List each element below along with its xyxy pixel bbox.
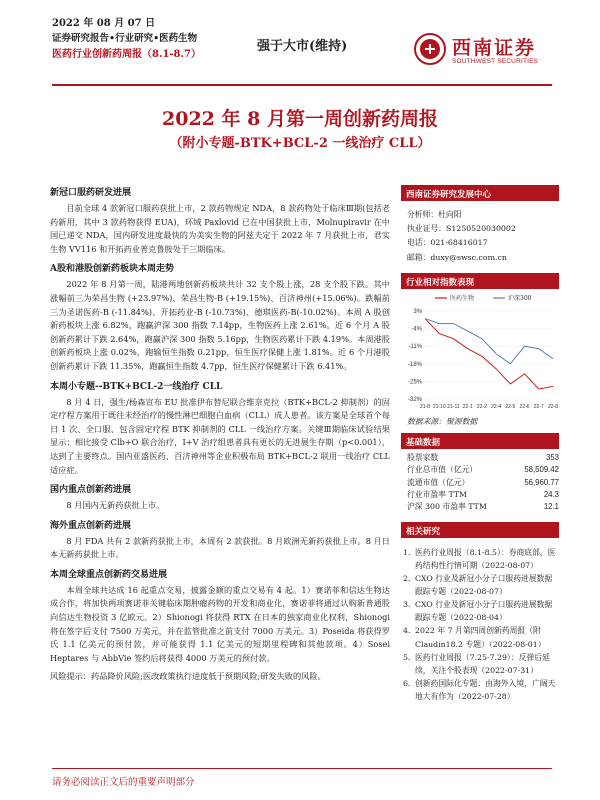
y-tick-label: -32% — [407, 396, 422, 403]
stat-row: 流通市值（亿元） 56,960.77 — [407, 477, 559, 487]
legend-label: 医药生物 — [450, 294, 475, 302]
logo-mark-icon — [414, 33, 446, 65]
sidebar — [401, 185, 559, 703]
section-heading: 本周小专题--BTK+BCL-2一线治疗 CLL — [50, 381, 223, 392]
y-tick-label: -11% — [408, 344, 422, 351]
report-header — [52, 14, 552, 84]
page-subtitle: （附小专题-BTK+BCL-2 一线治疗 CLL） — [169, 136, 431, 151]
series-line — [425, 318, 553, 363]
y-tick-label: -25% — [407, 379, 422, 386]
x-tick-label: 22-4 — [491, 403, 502, 410]
report-item[interactable]: 6. 创新药国际化专题：由海外入境，广阔天地大有作为（2022-07-28） — [403, 678, 556, 701]
report-item[interactable]: 2. CXO 行业及新冠小分子口服药进展数据跟踪专题（2022-08-07） — [403, 574, 553, 597]
x-tick-label: 21-10 — [432, 403, 446, 410]
analyst-email[interactable]: 邮箱：duxy@swsc.com.cn — [407, 252, 507, 262]
page-title: 2022 年 8 月第一周创新药周报 — [162, 108, 438, 130]
chart-heading: 行业相对指数表现 — [401, 273, 559, 289]
report-item[interactable]: 5. 医药行业周报（7.25-7.29）：反弹后延续，关注个股表现（2022-07-31） — [403, 652, 550, 675]
header-divider — [52, 84, 552, 86]
report-item[interactable]: 3. CXO 行业及新冠小分子口服药进展数据跟踪专题（2022-08-04） — [403, 600, 553, 623]
section-paragraph: 8 月 4 日，强生/杨森宣布 EU 批准伊布替尼联合维奈克拉（BTK+BCL-2 抑制剂）的固定疗程方案用于既往未经治疗的慢性淋巴细胞白血病（CLL）成人患者。该方案是全球首个每日 1 次、全口服、包含固定疗程 BTK 抑制剂的 CLL 一线治疗方案。关键Ⅲ期临床试验结果显示：相比接受 Clb+O 联合治疗，I+V 治疗组患者具有更长的无进展生存期（p<0.001），达到了主要终点。国内亚盛医药、百济神州等企业积极布局 BTK+BCL-2 联用一线治疗 CLL 适应症。 — [50, 396, 390, 475]
y-tick-label: 3% — [413, 308, 422, 315]
analyst-name: 分析师：杜向阳 — [407, 210, 462, 219]
x-tick-label: 22-7 — [533, 403, 544, 410]
section-heading: 国内重点创新药进展 — [50, 485, 132, 496]
series-line — [425, 318, 553, 388]
y-tick-label: -18% — [407, 361, 422, 368]
risk-warning: 风险提示：药品降价风险;医改政策执行进度低于预期风险;研发失败的风险。 — [50, 671, 326, 682]
stat-row: 行业总市值（亿元） 58,509.42 — [407, 465, 559, 475]
logo-text-cn: 西南证券 — [452, 37, 537, 59]
rating: 强于大市(维持) — [257, 39, 348, 54]
related-reports — [401, 546, 559, 703]
footer-disclaimer: 请务必阅读正文后的重要声明部分 — [52, 777, 195, 788]
stats-table — [401, 452, 559, 514]
x-tick-label: 22-2 — [476, 403, 487, 410]
report-category: 证券研究报告•行业研究•医药生物 — [52, 33, 198, 44]
section-heading: A股和港股创新药板块本周走势 — [50, 264, 174, 275]
analyst-license: 执业证号：S1250520030002 — [407, 224, 516, 234]
x-tick-label: 22-1 — [462, 403, 473, 410]
company-logo — [414, 29, 554, 71]
stat-row: 行业市盈率 TTM 24.3 — [407, 490, 559, 500]
section-paragraph: 2022 年 8 月第一周，陆港两地创新药板块共计 32 支个股上涨，28 支个股下跌。其中涨幅前三为荣昌生物 (+23.97%)、荣昌生物-B (+19.15%)、百济神州(+15.06%)。跌幅前三为圣诺医药-B (-11.84%)、开拓药业-B (-10.73%)、德琪医药-B(-10.02%)。本周 A 股创新药板块上涨 6.82%，跑赢沪深 300 指数 7.14pp，生物医药上涨 2.61%。近 6 个月 A 股创新药累计下跌 2.64%，跑赢沪深 300 指数 5.16pp，生物医药累计下跌 4.19%。本周港股创新药板块上涨 0.02%，跑输恒生指数 0.21pp，恒生医疗保健上涨 1.81%。近 6 个月港股创新药累计下跌 11.35%，跑赢恒生指数 4.7pp，恒生医疗保健累计下跌 6.41%。 — [50, 279, 390, 371]
legend-label: 沪深300 — [508, 294, 532, 302]
footer-divider — [52, 768, 552, 769]
analyst-phone: 电话：021-68416017 — [407, 238, 488, 248]
section-paragraph: 目前全球 4 款新冠口服药获批上市，2 款药物规定 NDA，8 款药物处于临床Ⅲ期(包括老药新用，其中 3 款药物获得 EUA)，环域 Paxlovid 已在中国获批上市，Molnupiravir 在中国已递交 NDA，国内研发进度最快的为美实生物的阿兹夫定于 2022 年 7 月获批上市，君实生物 VV116 和开拓药业普克鲁胺处于三期临床。 — [50, 203, 390, 254]
section-paragraph: 8 月国内无新药获批上市。 — [66, 500, 165, 511]
section-heading: 本周全球重点创新药交易进展 — [50, 569, 168, 580]
reports-heading: 相关研究 — [401, 522, 559, 538]
report-series: 医药行业创新药周报（8.1-8.7） — [52, 49, 201, 60]
chart-section — [401, 273, 559, 427]
relative-index-chart — [401, 289, 559, 414]
analyst-info — [401, 208, 559, 265]
x-tick-label: 21-11 — [447, 403, 460, 410]
x-tick-label: 21-8 — [419, 403, 431, 410]
report-item[interactable]: 1. 医药行业周报（8.1-8.5）：券商底部，医药结构性行情可期（2022-08-07） — [403, 547, 556, 570]
analyst-heading: 西南证券研究发展中心 — [401, 185, 559, 201]
logo-text-en: SOUTHWEST SECURITIES — [452, 58, 539, 65]
section-heading: 海外重点创新药进展 — [50, 520, 132, 531]
section-paragraph: 本周全球共达成 16 起重点交易，披露金额的重点交易有 4 起。1）赛诺菲和信达生物达成合作，将加快两项赛诺菲关键临床期肿瘤药物的开发和商业化，赛诺菲将通过认购新普通股向信达生物投资 3 亿欧元。2）Shionogi 将获得 RTX 在日本的独家商业化权利，Shionogi 将在签字后支付 7500 万美元，并在监管批准之前支付 7000 万美元。3）Poseida 将获得罗氏 1.1 亿美元的预付款，并可能获得 1.1 亿美元的短期里程碑和其他款项。4）Sosei Heptares 与 AbbVie 签约后将获得 4000 万美元的预付款。 — [50, 584, 390, 663]
stats-heading: 基础数据 — [401, 433, 559, 449]
stat-row: 沪深 300 市盈率 TTM 12.1 — [407, 502, 559, 512]
section-heading: 新冠口服药研发进展 — [50, 188, 132, 198]
stat-row: 股票家数 353 — [407, 452, 559, 462]
x-tick-label: 22-5 — [505, 403, 516, 410]
y-tick-label: -4% — [411, 326, 422, 333]
chart-source: 数据来源：聚源数据 — [407, 416, 478, 426]
report-item[interactable]: 4. 2022 年 7 月第四周创新药周报（附 Claudin18.2 专题）（2022-08-01） — [403, 626, 546, 649]
x-tick-label: 22-6 — [519, 403, 530, 410]
report-date: 2022 年 08 月 07 日 — [52, 18, 156, 29]
section-paragraph: 8 月 FDA 共有 2 款新药获批上市，本周有 2 款获批。8 月欧洲无新药获批上市。8 月日本无新药获批上市。 — [50, 535, 390, 560]
x-tick-label: 22-8 — [547, 403, 559, 410]
main-column — [50, 185, 390, 689]
